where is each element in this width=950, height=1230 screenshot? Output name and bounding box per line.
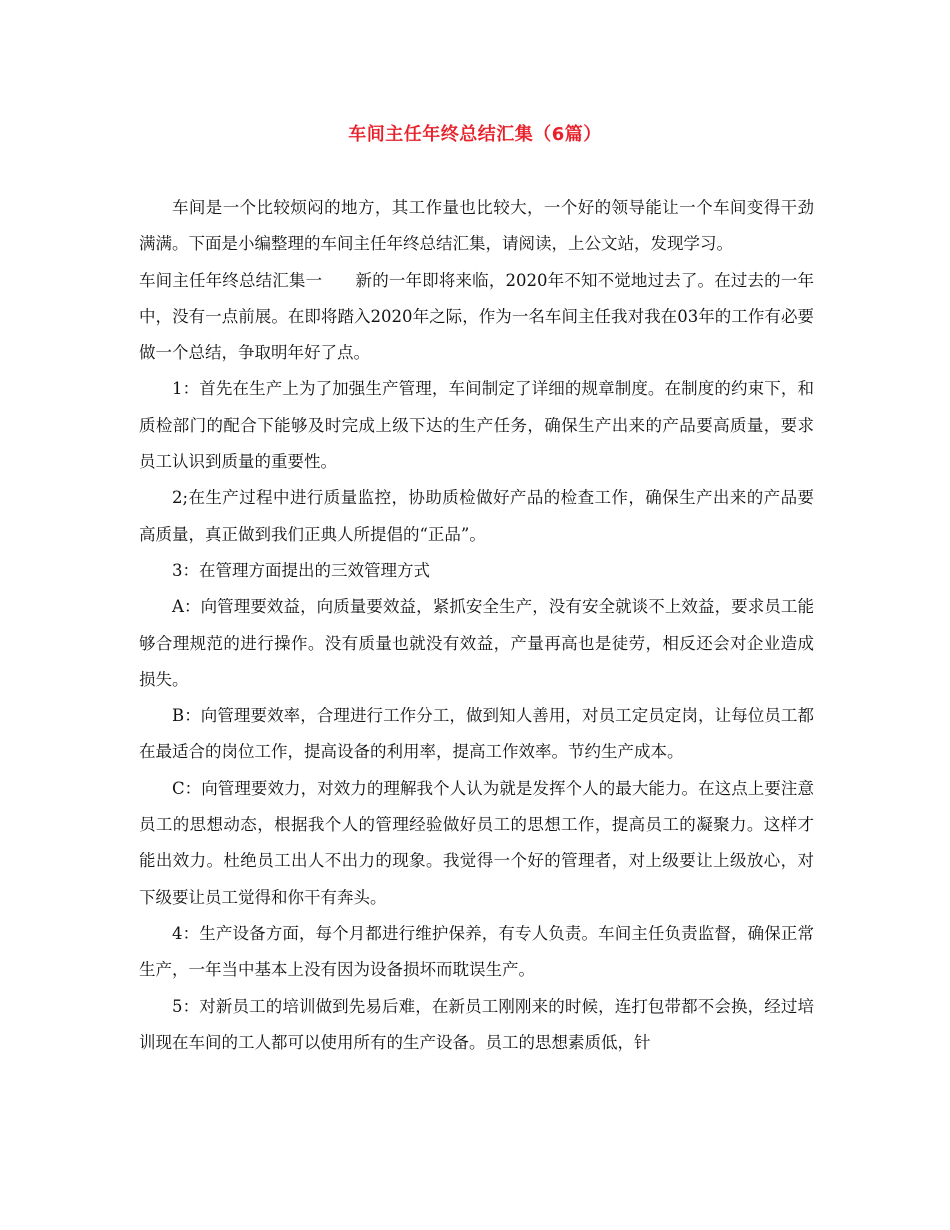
intro-paragraph: 车间是一个比较烦闷的地方，其工作量也比较大，一个好的领导能让一个车间变得干劲满满。下面是小编整理的车间主任年终总结汇集，请阅读，上公文站，发现学习。 <box>139 198 814 254</box>
point-5-paragraph: 5：对新员工的培训做到先易后难，在新员工刚刚来的时候，连打包带都不会换，经过培训现在车间的工人都可以使用所有的生产设备。员工的思想素质低，针 <box>139 996 814 1052</box>
point-a-paragraph: A：向管理要效益，向质量要效益，紧抓安全生产，没有安全就谈不上效益，要求员工能够合理规范的进行操作。没有质量也就没有效益，产量再高也是徒劳，相反还会对企业造成损失。 <box>139 597 814 689</box>
document-body <box>139 190 814 1061</box>
point-1-paragraph: 1：首先在生产上为了加强生产管理，车间制定了详细的规章制度。在制度的约束下，和质检部门的配合下能够及时完成上级下达的生产任务，确保生产出来的产品要高质量，要求员工认识到质量的重要性。 <box>139 379 814 472</box>
point-2-paragraph: 2;在生产过程中进行质量监控，协助质检做好产品的检查工作，确保生产出来的产品要高质量，真正做到我们正典人所提倡的“正品”。 <box>139 488 814 544</box>
point-4-paragraph: 4：生产设备方面，每个月都进行维护保养，有专人负责。车间主任负责监督，确保正常生产，一年当中基本上没有因为设备损坏而耽误生产。 <box>139 923 814 980</box>
point-c-paragraph: C：向管理要效力，对效力的理解我个人认为就是发挥个人的最大能力。在这点上要注意员工的思想动态，根据我个人的管理经验做好员工的思想工作，提高员工的凝聚力。这样才能出效力。杜绝员工出人不出力的现象。我觉得一个好的管理者，对上级要让上级放心，对下级要让员工觉得和你干有奔头。 <box>139 778 814 907</box>
point-3-paragraph: 3：在管理方面提出的三效管理方式 <box>172 560 430 580</box>
point-b-paragraph: B：向管理要效率，合理进行工作分工，做到知人善用，对员工定员定岗，让每位员工都在最适合的岗位工作，提高设备的利用率，提高工作效率。节约生产成本。 <box>139 706 814 762</box>
section-one-paragraph: 车间主任年终总结汇集一 新的一年即将来临，2020年不知不觉地过去了。在过去的一年中，没有一点前展。在即将踏入2020年之际，作为一名车间主任我对我在03年的工作有必要做一个总结，争取明年好了点。 <box>139 270 814 363</box>
document-title: 车间主任年终总结汇集（6篇） <box>348 124 602 145</box>
